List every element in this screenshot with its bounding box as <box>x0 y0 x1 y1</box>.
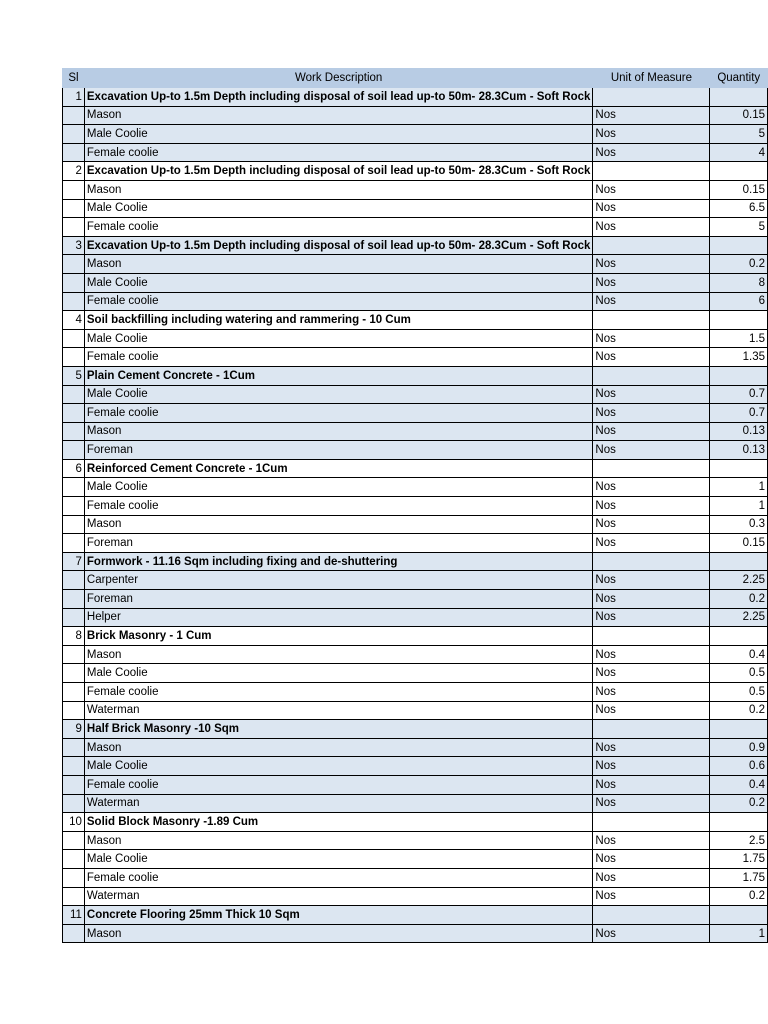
quantity-cell[interactable]: 1.75 <box>710 868 768 887</box>
table-row <box>63 590 768 609</box>
item-quantity-cell[interactable] <box>710 813 768 832</box>
unit-cell[interactable]: Nos <box>593 180 710 199</box>
item-row <box>63 906 768 925</box>
item-description-cell[interactable]: Half Brick Masonry -10 Sqm <box>84 720 593 739</box>
item-quantity-cell[interactable] <box>710 162 768 181</box>
item-serial-cell[interactable]: 8 <box>63 627 85 646</box>
quantity-cell[interactable]: 6.5 <box>710 199 768 218</box>
table-row <box>63 143 768 162</box>
labour-type-cell[interactable]: Female coolie <box>84 218 593 237</box>
quantity-cell[interactable]: 5 <box>710 125 768 144</box>
serial-cell[interactable] <box>63 868 85 887</box>
quantity-cell[interactable]: 0.2 <box>710 590 768 609</box>
quantity-cell[interactable]: 0.2 <box>710 255 768 274</box>
item-serial-cell[interactable]: 11 <box>63 906 85 925</box>
labour-type-cell[interactable]: Male Coolie <box>84 273 593 292</box>
table-row <box>63 125 768 144</box>
quantity-cell[interactable]: 0.7 <box>710 385 768 404</box>
quantity-cell[interactable]: 1.35 <box>710 348 768 367</box>
serial-cell[interactable] <box>63 218 85 237</box>
labour-constant-table <box>62 68 768 943</box>
unit-cell[interactable]: Nos <box>593 441 710 460</box>
quantity-cell[interactable]: 1 <box>710 478 768 497</box>
table-row <box>63 385 768 404</box>
labour-type-cell[interactable]: Waterman <box>84 701 593 720</box>
quantity-cell[interactable]: 5 <box>710 218 768 237</box>
quantity-cell[interactable]: 1 <box>710 924 768 943</box>
unit-cell[interactable]: Nos <box>593 348 710 367</box>
unit-cell[interactable]: Nos <box>593 497 710 516</box>
unit-cell[interactable]: Nos <box>593 775 710 794</box>
item-row <box>63 627 768 646</box>
labour-type-cell[interactable]: Mason <box>84 645 593 664</box>
serial-cell[interactable] <box>63 831 85 850</box>
header-sl[interactable]: Sl <box>63 69 85 88</box>
serial-cell[interactable] <box>63 534 85 553</box>
unit-cell[interactable]: Nos <box>593 273 710 292</box>
serial-cell[interactable] <box>63 385 85 404</box>
labour-type-cell[interactable]: Male Coolie <box>84 199 593 218</box>
table-row <box>63 664 768 683</box>
labour-type-cell[interactable]: Carpenter <box>84 571 593 590</box>
unit-cell[interactable]: Nos <box>593 924 710 943</box>
unit-cell[interactable]: Nos <box>593 608 710 627</box>
quantity-cell[interactable]: 0.5 <box>710 664 768 683</box>
item-serial-cell[interactable]: 9 <box>63 720 85 739</box>
quantity-cell[interactable]: 1.75 <box>710 850 768 869</box>
unit-cell[interactable]: Nos <box>593 199 710 218</box>
table-row <box>63 441 768 460</box>
serial-cell[interactable] <box>63 422 85 441</box>
table-row <box>63 645 768 664</box>
item-quantity-cell[interactable] <box>710 552 768 571</box>
header-unit-of-measure[interactable]: Unit of Measure <box>593 69 710 88</box>
table-row <box>63 478 768 497</box>
item-unit-cell[interactable] <box>593 162 710 181</box>
quantity-cell[interactable]: 8 <box>710 273 768 292</box>
item-row <box>63 459 768 478</box>
serial-cell[interactable] <box>63 757 85 776</box>
item-unit-cell[interactable] <box>593 906 710 925</box>
item-description-cell[interactable]: Reinforced Cement Concrete - 1Cum <box>84 459 593 478</box>
labour-type-cell[interactable]: Male Coolie <box>84 385 593 404</box>
item-quantity-cell[interactable] <box>710 366 768 385</box>
serial-cell[interactable] <box>63 775 85 794</box>
serial-cell[interactable] <box>63 515 85 534</box>
quantity-cell[interactable]: 0.4 <box>710 645 768 664</box>
serial-cell[interactable] <box>63 590 85 609</box>
labour-type-cell[interactable]: Foreman <box>84 534 593 553</box>
unit-cell[interactable]: Nos <box>593 590 710 609</box>
unit-cell[interactable]: Nos <box>593 125 710 144</box>
quantity-cell[interactable]: 1.5 <box>710 329 768 348</box>
labour-type-cell[interactable]: Female coolie <box>84 348 593 367</box>
unit-cell[interactable]: Nos <box>593 515 710 534</box>
labour-type-cell[interactable]: Male Coolie <box>84 850 593 869</box>
unit-cell[interactable]: Nos <box>593 701 710 720</box>
item-unit-cell[interactable] <box>593 311 710 330</box>
unit-cell[interactable]: Nos <box>593 645 710 664</box>
unit-cell[interactable]: Nos <box>593 664 710 683</box>
item-row <box>63 311 768 330</box>
item-row <box>63 552 768 571</box>
item-description-cell[interactable]: Soil backfilling including watering and rammering - 10 Cum <box>84 311 593 330</box>
table-row <box>63 255 768 274</box>
labour-type-cell[interactable]: Mason <box>84 180 593 199</box>
serial-cell[interactable] <box>63 645 85 664</box>
unit-cell[interactable]: Nos <box>593 385 710 404</box>
quantity-cell[interactable]: 4 <box>710 143 768 162</box>
item-quantity-cell[interactable] <box>710 459 768 478</box>
quantity-cell[interactable]: 0.2 <box>710 887 768 906</box>
serial-cell[interactable] <box>63 329 85 348</box>
unit-cell[interactable]: Nos <box>593 757 710 776</box>
labour-type-cell[interactable]: Mason <box>84 255 593 274</box>
table-row <box>63 757 768 776</box>
item-description-cell[interactable]: Concrete Flooring 25mm Thick 10 Sqm <box>84 906 593 925</box>
table-row <box>63 924 768 943</box>
item-serial-cell[interactable]: 5 <box>63 366 85 385</box>
serial-cell[interactable] <box>63 199 85 218</box>
serial-cell[interactable] <box>63 106 85 125</box>
item-serial-cell[interactable]: 10 <box>63 813 85 832</box>
item-serial-cell[interactable]: 7 <box>63 552 85 571</box>
serial-cell[interactable] <box>63 571 85 590</box>
table-row <box>63 218 768 237</box>
item-unit-cell[interactable] <box>593 236 710 255</box>
labour-type-cell[interactable]: Mason <box>84 924 593 943</box>
labour-type-cell[interactable]: Mason <box>84 831 593 850</box>
quantity-cell[interactable]: 0.5 <box>710 683 768 702</box>
item-serial-cell[interactable]: 6 <box>63 459 85 478</box>
labour-type-cell[interactable]: Mason <box>84 106 593 125</box>
labour-type-cell[interactable]: Foreman <box>84 441 593 460</box>
serial-cell[interactable] <box>63 738 85 757</box>
serial-cell[interactable] <box>63 292 85 311</box>
unit-cell[interactable]: Nos <box>593 683 710 702</box>
serial-cell[interactable] <box>63 441 85 460</box>
unit-cell[interactable]: Nos <box>593 255 710 274</box>
labour-type-cell[interactable]: Female coolie <box>84 868 593 887</box>
labour-type-cell[interactable]: Waterman <box>84 887 593 906</box>
table-row <box>63 794 768 813</box>
table-row <box>63 887 768 906</box>
table-row <box>63 273 768 292</box>
quantity-cell[interactable]: 0.13 <box>710 422 768 441</box>
header-quantity[interactable]: Quantity <box>710 69 768 88</box>
quantity-cell[interactable]: 0.6 <box>710 757 768 776</box>
item-description-cell[interactable]: Brick Masonry - 1 Cum <box>84 627 593 646</box>
serial-cell[interactable] <box>63 125 85 144</box>
serial-cell[interactable] <box>63 273 85 292</box>
labour-type-cell[interactable]: Mason <box>84 515 593 534</box>
header-row <box>63 69 768 88</box>
table-row <box>63 738 768 757</box>
serial-cell[interactable] <box>63 180 85 199</box>
unit-cell[interactable]: Nos <box>593 478 710 497</box>
item-row <box>63 720 768 739</box>
unit-cell[interactable]: Nos <box>593 794 710 813</box>
quantity-cell[interactable]: 0.2 <box>710 794 768 813</box>
item-serial-cell[interactable]: 2 <box>63 162 85 181</box>
quantity-cell[interactable]: 0.15 <box>710 534 768 553</box>
table-row <box>63 571 768 590</box>
item-quantity-cell[interactable] <box>710 311 768 330</box>
item-description-cell[interactable]: Excavation Up-to 1.5m Depth including disposal of soil lead up-to 50m- 28.3Cum - Soft Rock <box>84 236 593 255</box>
item-unit-cell[interactable] <box>593 459 710 478</box>
serial-cell[interactable] <box>63 255 85 274</box>
labour-type-cell[interactable]: Male Coolie <box>84 664 593 683</box>
table-row <box>63 534 768 553</box>
table-row <box>63 348 768 367</box>
serial-cell[interactable] <box>63 683 85 702</box>
item-unit-cell[interactable] <box>593 720 710 739</box>
unit-cell[interactable]: Nos <box>593 143 710 162</box>
serial-cell[interactable] <box>63 478 85 497</box>
serial-cell[interactable] <box>63 850 85 869</box>
item-description-cell[interactable]: Plain Cement Concrete - 1Cum <box>84 366 593 385</box>
table-row <box>63 868 768 887</box>
item-serial-cell[interactable]: 1 <box>63 88 85 107</box>
table-row <box>63 515 768 534</box>
item-description-cell[interactable]: Formwork - 11.16 Sqm including fixing and de-shuttering <box>84 552 593 571</box>
item-unit-cell[interactable] <box>593 88 710 107</box>
serial-cell[interactable] <box>63 701 85 720</box>
unit-cell[interactable]: Nos <box>593 868 710 887</box>
unit-cell[interactable]: Nos <box>593 887 710 906</box>
unit-cell[interactable]: Nos <box>593 106 710 125</box>
item-quantity-cell[interactable] <box>710 627 768 646</box>
labour-type-cell[interactable]: Female coolie <box>84 775 593 794</box>
quantity-cell[interactable]: 2.25 <box>710 571 768 590</box>
serial-cell[interactable] <box>63 404 85 423</box>
serial-cell[interactable] <box>63 924 85 943</box>
item-quantity-cell[interactable] <box>710 720 768 739</box>
item-quantity-cell[interactable] <box>710 906 768 925</box>
item-row <box>63 366 768 385</box>
table-row <box>63 292 768 311</box>
item-row <box>63 162 768 181</box>
unit-cell[interactable]: Nos <box>593 292 710 311</box>
item-unit-cell[interactable] <box>593 813 710 832</box>
unit-cell[interactable]: Nos <box>593 831 710 850</box>
header-work-description[interactable]: Work Description <box>84 69 593 88</box>
labour-type-cell[interactable]: Female coolie <box>84 497 593 516</box>
item-serial-cell[interactable]: 4 <box>63 311 85 330</box>
quantity-cell[interactable]: 0.3 <box>710 515 768 534</box>
table-row <box>63 180 768 199</box>
labour-type-cell[interactable]: Foreman <box>84 590 593 609</box>
labour-type-cell[interactable]: Female coolie <box>84 292 593 311</box>
unit-cell[interactable]: Nos <box>593 571 710 590</box>
item-row <box>63 813 768 832</box>
item-description-cell[interactable]: Excavation Up-to 1.5m Depth including disposal of soil lead up-to 50m- 28.3Cum - Soft Rock <box>84 162 593 181</box>
item-row <box>63 88 768 107</box>
labour-type-cell[interactable]: Mason <box>84 738 593 757</box>
table-row <box>63 329 768 348</box>
serial-cell[interactable] <box>63 794 85 813</box>
labour-type-cell[interactable]: Female coolie <box>84 404 593 423</box>
quantity-cell[interactable]: 2.5 <box>710 831 768 850</box>
item-serial-cell[interactable]: 3 <box>63 236 85 255</box>
quantity-cell[interactable]: 0.2 <box>710 701 768 720</box>
serial-cell[interactable] <box>63 143 85 162</box>
table-row <box>63 422 768 441</box>
quantity-cell[interactable]: 0.4 <box>710 775 768 794</box>
labour-type-cell[interactable]: Waterman <box>84 794 593 813</box>
labour-type-cell[interactable]: Male Coolie <box>84 757 593 776</box>
quantity-cell[interactable]: 6 <box>710 292 768 311</box>
quantity-cell[interactable]: 0.13 <box>710 441 768 460</box>
table-row <box>63 775 768 794</box>
unit-cell[interactable]: Nos <box>593 738 710 757</box>
item-quantity-cell[interactable] <box>710 88 768 107</box>
quantity-cell[interactable]: 0.15 <box>710 180 768 199</box>
table-row <box>63 831 768 850</box>
item-row <box>63 236 768 255</box>
serial-cell[interactable] <box>63 664 85 683</box>
serial-cell[interactable] <box>63 497 85 516</box>
table-row <box>63 701 768 720</box>
serial-cell[interactable] <box>63 887 85 906</box>
unit-cell[interactable]: Nos <box>593 329 710 348</box>
serial-cell[interactable] <box>63 348 85 367</box>
table-row <box>63 608 768 627</box>
quantity-cell[interactable]: 0.7 <box>710 404 768 423</box>
item-quantity-cell[interactable] <box>710 236 768 255</box>
quantity-cell[interactable]: 2.25 <box>710 608 768 627</box>
labour-type-cell[interactable]: Mason <box>84 422 593 441</box>
labour-type-cell[interactable]: Female coolie <box>84 683 593 702</box>
unit-cell[interactable]: Nos <box>593 218 710 237</box>
labour-type-cell[interactable]: Male Coolie <box>84 478 593 497</box>
item-unit-cell[interactable] <box>593 366 710 385</box>
quantity-cell[interactable]: 0.15 <box>710 106 768 125</box>
table-row <box>63 497 768 516</box>
labour-type-cell[interactable]: Male Coolie <box>84 329 593 348</box>
table-row <box>63 850 768 869</box>
table-body <box>63 88 768 943</box>
table-row <box>63 404 768 423</box>
item-description-cell[interactable]: Solid Block Masonry -1.89 Cum <box>84 813 593 832</box>
table-row <box>63 106 768 125</box>
labour-type-cell[interactable]: Helper <box>84 608 593 627</box>
unit-cell[interactable]: Nos <box>593 422 710 441</box>
table-row <box>63 199 768 218</box>
serial-cell[interactable] <box>63 608 85 627</box>
item-unit-cell[interactable] <box>593 552 710 571</box>
labour-type-cell[interactable]: Female coolie <box>84 143 593 162</box>
item-unit-cell[interactable] <box>593 627 710 646</box>
quantity-cell[interactable]: 0.9 <box>710 738 768 757</box>
unit-cell[interactable]: Nos <box>593 404 710 423</box>
quantity-cell[interactable]: 1 <box>710 497 768 516</box>
unit-cell[interactable]: Nos <box>593 534 710 553</box>
labour-type-cell[interactable]: Male Coolie <box>84 125 593 144</box>
item-description-cell[interactable]: Excavation Up-to 1.5m Depth including disposal of soil lead up-to 50m- 28.3Cum - Soft Rock <box>84 88 593 107</box>
table-row <box>63 683 768 702</box>
unit-cell[interactable]: Nos <box>593 850 710 869</box>
